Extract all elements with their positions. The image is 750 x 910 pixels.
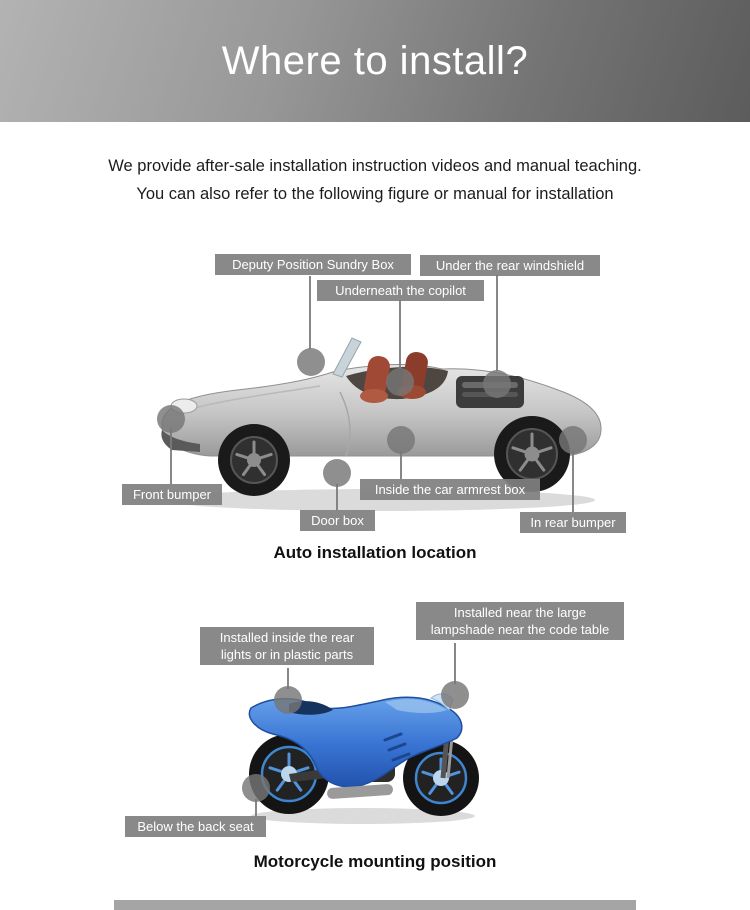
location-dot-rear-lights	[274, 686, 302, 714]
intro-line-2: You can also refer to the following figure or manual for installation	[136, 185, 614, 203]
bottom-section-strip	[114, 900, 636, 910]
location-dot-lampshade	[441, 681, 469, 709]
label-under-rear-windshield: Under the rear windshield	[420, 255, 600, 276]
location-dot-deputy	[297, 348, 325, 376]
motorcycle-exhaust	[327, 784, 394, 800]
location-dot-rear-bumper	[559, 426, 587, 454]
label-underneath-copilot: Underneath the copilot	[317, 280, 484, 301]
connector-line-copilot	[399, 300, 401, 369]
label-inside-armrest-box: Inside the car armrest box	[360, 479, 540, 500]
connector-line-lampshade	[454, 643, 456, 684]
connector-line-armrest	[400, 451, 402, 479]
location-dot-back-seat	[242, 774, 270, 802]
caption-motorcycle-mounting: Motorcycle mounting position	[253, 852, 497, 871]
header-banner	[0, 0, 750, 122]
label-below-back-seat: Below the back seat	[125, 816, 266, 837]
intro-text	[0, 152, 750, 208]
location-dot-windshield	[483, 370, 511, 398]
connector-line-rear-bumper	[572, 451, 574, 512]
label-inside-rear-lights: Installed inside the rear lights or in plastic parts	[200, 627, 374, 665]
caption-auto-installation: Auto installation location	[273, 543, 477, 562]
label-front-bumper: Front bumper	[122, 484, 222, 505]
location-dot-door-box	[323, 459, 351, 487]
location-dot-front-bumper	[157, 405, 185, 433]
page-title: Where to install?	[221, 38, 529, 83]
location-dot-copilot	[386, 368, 414, 396]
motorcycle-illustration	[235, 648, 495, 828]
connector-line-door-box	[336, 484, 338, 510]
label-in-rear-bumper: In rear bumper	[520, 512, 626, 533]
location-dot-armrest	[387, 426, 415, 454]
connector-line-windshield	[496, 275, 498, 371]
intro-line-1: We provide after-sale installation instruction videos and manual teaching.	[108, 157, 642, 175]
label-deputy-position-sundry-box: Deputy Position Sundry Box	[215, 254, 411, 275]
label-near-lampshade-code-table: Installed near the large lampshade near the code table	[416, 602, 624, 640]
label-door-box: Door box	[300, 510, 375, 531]
connector-line-front-bumper	[170, 428, 172, 484]
car-front-wheel	[218, 424, 290, 496]
connector-line-deputy	[309, 276, 311, 349]
